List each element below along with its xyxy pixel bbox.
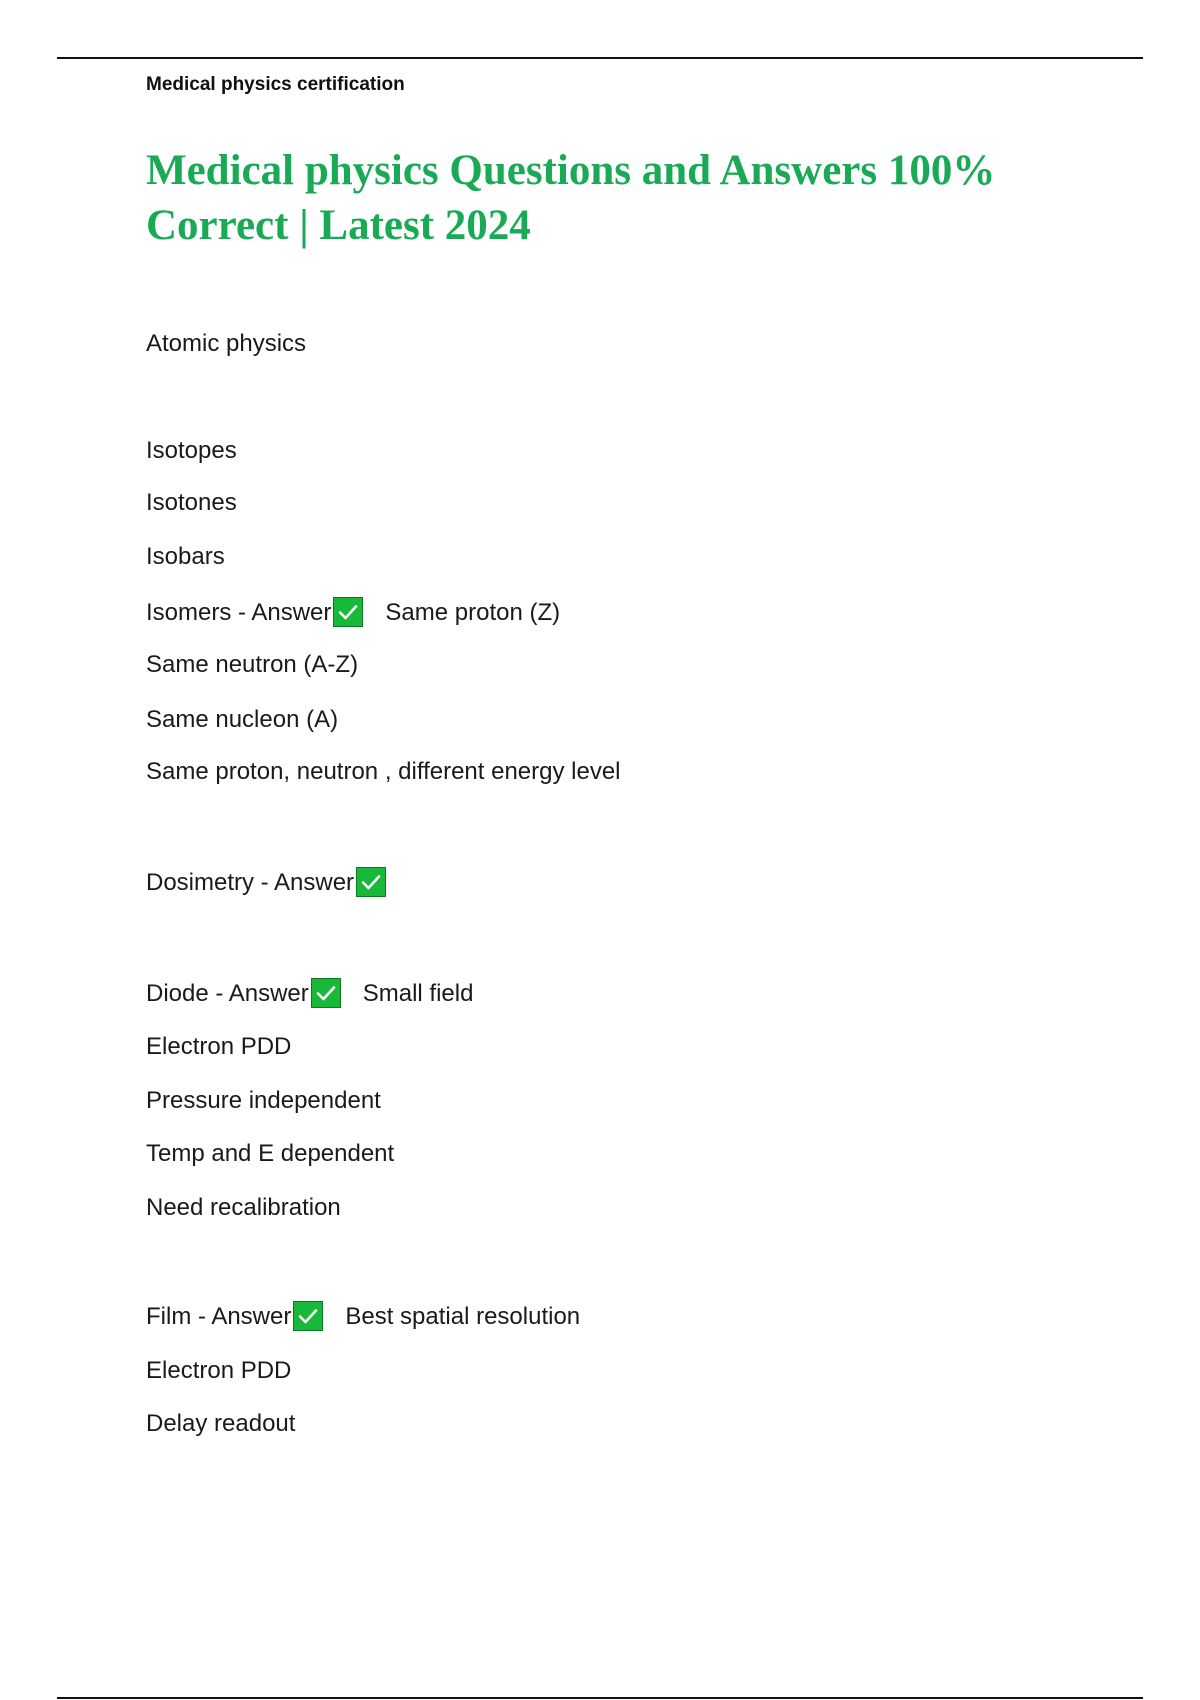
question-label: Diode - Answer: [146, 980, 309, 1007]
answer-same-nucleon: Same nucleon (A): [146, 706, 339, 733]
question-label: Isomers - Answer: [146, 599, 332, 626]
qa-diode: [146, 979, 473, 1009]
answer-pressure-independent: Pressure independent: [146, 1087, 381, 1114]
check-mark-icon: [356, 867, 386, 897]
term-isotopes: Isotopes: [146, 437, 237, 464]
question-label: Film - Answer: [146, 1303, 292, 1330]
answer-same-proton-neutron: Same proton, neutron , different energy level: [146, 758, 621, 785]
answer-text: Best spatial resolution: [345, 1303, 581, 1330]
qa-dosimetry: [146, 868, 386, 898]
qa-film: [146, 1302, 580, 1332]
answer-need-recalibration: Need recalibration: [146, 1194, 341, 1221]
check-mark-icon: [333, 597, 363, 627]
answer-delay-readout: Delay readout: [146, 1410, 296, 1437]
answer-text: Same proton (Z): [385, 599, 561, 626]
question-label: Dosimetry - Answer: [146, 869, 355, 896]
section-heading: Atomic physics: [146, 330, 307, 357]
check-mark-icon: [293, 1301, 323, 1331]
answer-same-neutron: Same neutron (A-Z): [146, 651, 359, 678]
bottom-divider: [57, 1697, 1143, 1699]
term-isobars: Isobars: [146, 543, 225, 570]
check-mark-icon: [311, 978, 341, 1008]
answer-electron-pdd: Electron PDD: [146, 1357, 292, 1384]
term-isotones: Isotones: [146, 489, 237, 516]
answer-electron-pdd: Electron PDD: [146, 1033, 292, 1060]
top-divider: [57, 57, 1143, 59]
qa-isomers: [146, 598, 560, 628]
header-label: Medical physics certification: [146, 74, 405, 95]
answer-text: Small field: [362, 980, 474, 1007]
document-title: Medical physics Questions and Answers 100% Correct | Latest 2024: [146, 147, 996, 249]
answer-temp-e-dependent: Temp and E dependent: [146, 1140, 395, 1167]
